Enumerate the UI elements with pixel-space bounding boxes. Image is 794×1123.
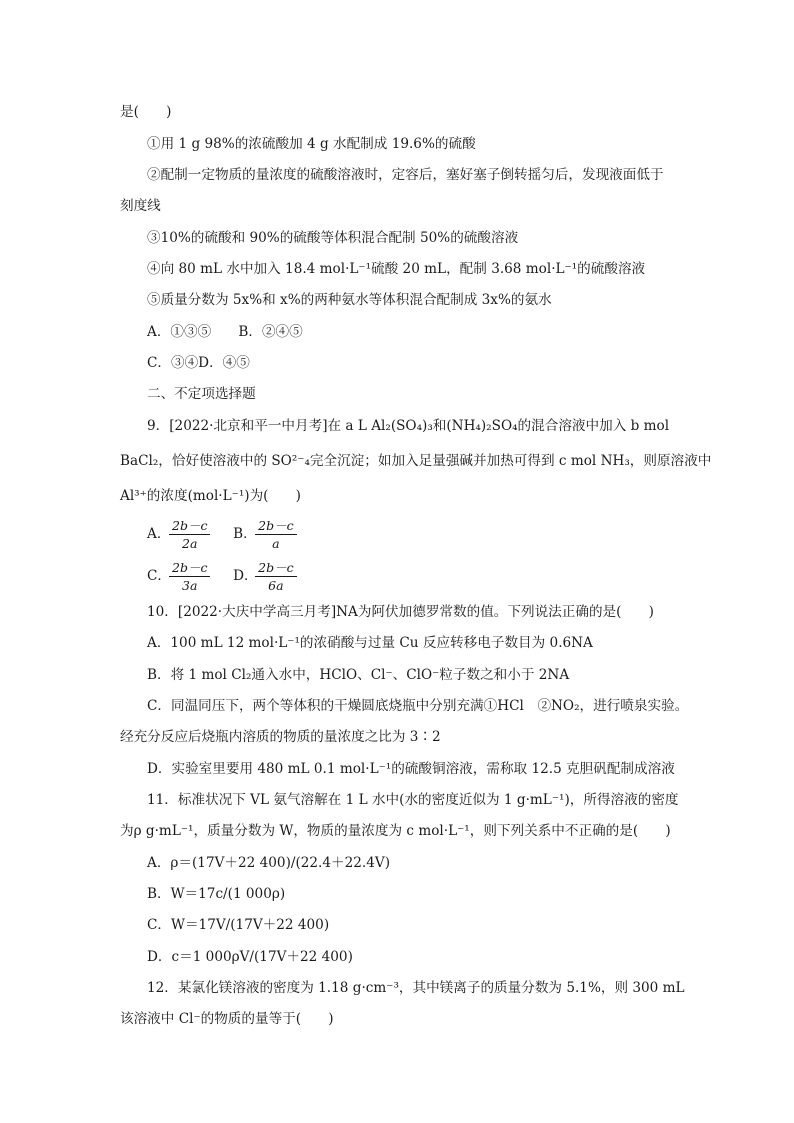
q9-option-c-denominator: 3a xyxy=(182,578,198,593)
question-9-line3: Al³⁺的浓度(mol·L⁻¹)为( ) xyxy=(120,488,301,504)
statement-2-cont: 刻度线 xyxy=(120,198,161,214)
q10-option-b: B．将 1 mol Cl₂通入水中，HClO、Cl⁻、ClO⁻粒子数之和小于 2NA xyxy=(147,667,570,683)
statement-2: ②配制一定物质的量浓度的硫酸溶液时，定容后，塞好塞子倒转摇匀后，发现液面低于 xyxy=(147,167,664,183)
q9-option-a-numerator: 2b－c xyxy=(169,517,210,535)
statement-5: ⑤质量分数为 5x%和 x%的两种氨水等体积混合配制成 3x%的氨水 xyxy=(147,292,552,308)
q9-option-a-fraction xyxy=(169,517,210,552)
question-9-line1: 9．[2022·北京和平一中月考]在 a L Al₂(SO₄)₃和(NH₄)₂SO₄的混合溶液中加入 b mol xyxy=(147,418,670,434)
statement-3: ③10%的硫酸和 90%的硫酸等体积混合配制 50%的硫酸溶液 xyxy=(147,230,519,246)
q9-option-d-numerator: 2b－c xyxy=(255,559,296,577)
q9-option-c-label: C． xyxy=(147,568,171,584)
q9-option-d-label: D． xyxy=(233,568,258,584)
q9-option-b-denominator: a xyxy=(272,536,280,551)
q9-option-b-fraction xyxy=(255,517,296,552)
q10-option-c-line1: C．同温同压下，两个等体积的干燥圆底烧瓶中分别充满①HCl ②NO₂，进行喷泉实验。 xyxy=(147,698,689,714)
q9-option-d-denominator: 6a xyxy=(268,578,284,593)
q10-option-a: A．100 mL 12 mol·L⁻¹的浓硝酸与过量 Cu 反应转移电子数目为 0.6NA xyxy=(147,635,593,651)
q9-option-a-denominator: 2a xyxy=(182,536,198,551)
q11-option-b: B．W＝17c/(1 000ρ) xyxy=(147,886,286,902)
statement-4: ④向 80 mL 水中加入 18.4 mol·L⁻¹硫酸 20 mL，配制 3.68 mol·L⁻¹的硫酸溶液 xyxy=(147,261,646,277)
question-12-line2: 该溶液中 Cl⁻的物质的量等于( ) xyxy=(120,1011,334,1027)
q9-option-c-numerator: 2b－c xyxy=(169,559,210,577)
question-11-line2: 为ρ g·mL⁻¹，质量分数为 W，物质的量浓度为 c mol·L⁻¹，则下列关系中不正确的是( ) xyxy=(120,823,671,839)
q9-options-ab xyxy=(147,515,676,553)
q9-option-a-label: A． xyxy=(147,526,171,542)
q9-option-c-fraction xyxy=(169,559,210,594)
question-12-line1: 12．某氯化镁溶液的密度为 1.18 g·cm⁻³，其中镁离子的质量分数为 5.1%，则 300 mL xyxy=(147,980,685,996)
q9-option-b-numerator: 2b－c xyxy=(255,517,296,535)
q11-option-d: D．c＝1 000ρV/(17V＋22 400) xyxy=(147,949,353,965)
question-8-stem-tail: 是( ) xyxy=(120,104,172,120)
section-heading: 二、不定项选择题 xyxy=(147,386,256,402)
q10-option-d: D．实验室里要用 480 mL 0.1 mol·L⁻¹的硫酸铜溶液，需称取 12.5 克胆矾配制成溶液 xyxy=(147,761,675,777)
statement-1: ①用 1 g 98%的浓硫酸加 4 g 水配制成 19.6%的硫酸 xyxy=(147,136,476,152)
q11-option-c: C．W＝17V/(17V＋22 400) xyxy=(147,917,330,933)
q8-options-cd: C．③④D．④⑤ xyxy=(147,355,250,371)
question-9-line2: BaCl₂，恰好使溶液中的 SO²⁻₄完全沉淀；如加入足量强碱并加热可得到 c mol NH₃，则原溶液中 xyxy=(120,453,712,469)
q9-option-d-fraction xyxy=(255,559,296,594)
question-10-stem: 10．[2022·大庆中学高三月考]NA为阿伏加德罗常数的值。下列说法正确的是( ) xyxy=(147,604,654,620)
q9-option-b-label: B． xyxy=(233,526,257,542)
q8-options-ab: A．①③⑤ B．②④⑤ xyxy=(147,324,303,340)
q10-option-c-line2: 经充分反应后烧瓶内溶质的物质的量浓度之比为 3∶2 xyxy=(120,729,441,745)
question-11-line1: 11．标准状况下 VL 氨气溶解在 1 L 水中(水的密度近似为 1 g·mL⁻¹)，所得溶液的密度 xyxy=(147,792,679,808)
q11-option-a: A．ρ＝(17V＋22 400)/(22.4＋22.4V) xyxy=(147,855,391,871)
q9-options-cd xyxy=(147,557,676,595)
